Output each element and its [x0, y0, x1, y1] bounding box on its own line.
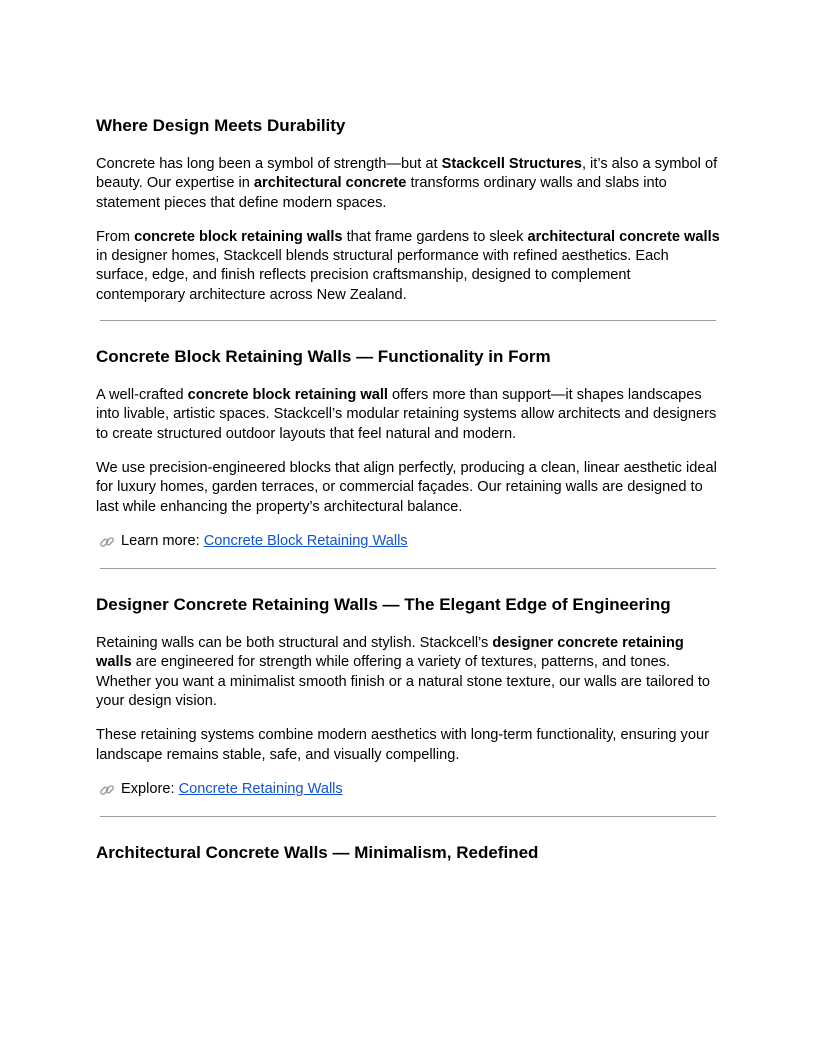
learn-more-label: Learn more: [121, 532, 200, 549]
section-heading-design-durability: Where Design Meets Durability [96, 116, 346, 135]
horizontal-divider [100, 320, 716, 321]
design-paragraph: From concrete block retaining walls that frame gardens to sleek architectural concrete walls in designer homes, Stackcell blends structural performance with refined aesthetics. Each surface, edge, and finish reflects precision craftsmanship, designed to complement contemporary architecture across New Zealand. [96, 228, 720, 303]
explore-line [96, 780, 720, 799]
concrete-retaining-walls-link[interactable]: Concrete Retaining Walls [178, 780, 343, 797]
precision-blocks-paragraph: We use precision-engineered blocks that align perfectly, producing a clean, linear aesthetic ideal for luxury homes, garden terraces, or commercial façades. Our retaining walls are designed to last while enhancing the property’s architectural balance. [96, 459, 717, 515]
section-heading-architectural-walls: Architectural Concrete Walls — Minimalism, Redefined [96, 843, 539, 863]
learn-more-line [96, 532, 720, 551]
horizontal-divider [100, 816, 716, 817]
retaining-systems-paragraph: These retaining systems combine modern aesthetics with long-term functionality, ensuring your landscape remains stable, safe, and visually compelling. [96, 727, 709, 763]
link-icon [98, 781, 116, 799]
section-heading-designer-retaining-walls: Designer Concrete Retaining Walls — The Elegant Edge of Engineering [96, 595, 671, 615]
designer-walls-paragraph: Retaining walls can be both structural and stylish. Stackcell’s designer concrete retaining walls are engineered for strength while offering a variety of textures, patterns, and tones. Whether you want a minimalist smooth finish or a natural stone texture, our walls are tailored to your design vision. [96, 635, 711, 710]
section-heading-block-retaining-walls: Concrete Block Retaining Walls — Functionality in Form [96, 347, 551, 367]
block-walls-paragraph: A well-crafted concrete block retaining wall offers more than support—it shapes landscapes into livable, artistic spaces. Stackcell’s modular retaining systems allow architects and designers to create structured outdoor layouts that feel natural and modern. [96, 387, 717, 442]
brand-name-bold: Stackcell Structures [441, 156, 582, 172]
horizontal-divider [100, 568, 716, 569]
explore-label: Explore: [121, 780, 175, 797]
block-retaining-walls-link[interactable]: Concrete Block Retaining Walls [203, 532, 408, 549]
link-icon [98, 533, 116, 551]
intro-paragraph: Concrete has long been a symbol of strength—but at Stackcell Structures, it’s also a symbol of beauty. Our expertise in architectural concrete transforms ordinary walls and slabs into statement pieces that define modern spaces. [96, 156, 718, 211]
